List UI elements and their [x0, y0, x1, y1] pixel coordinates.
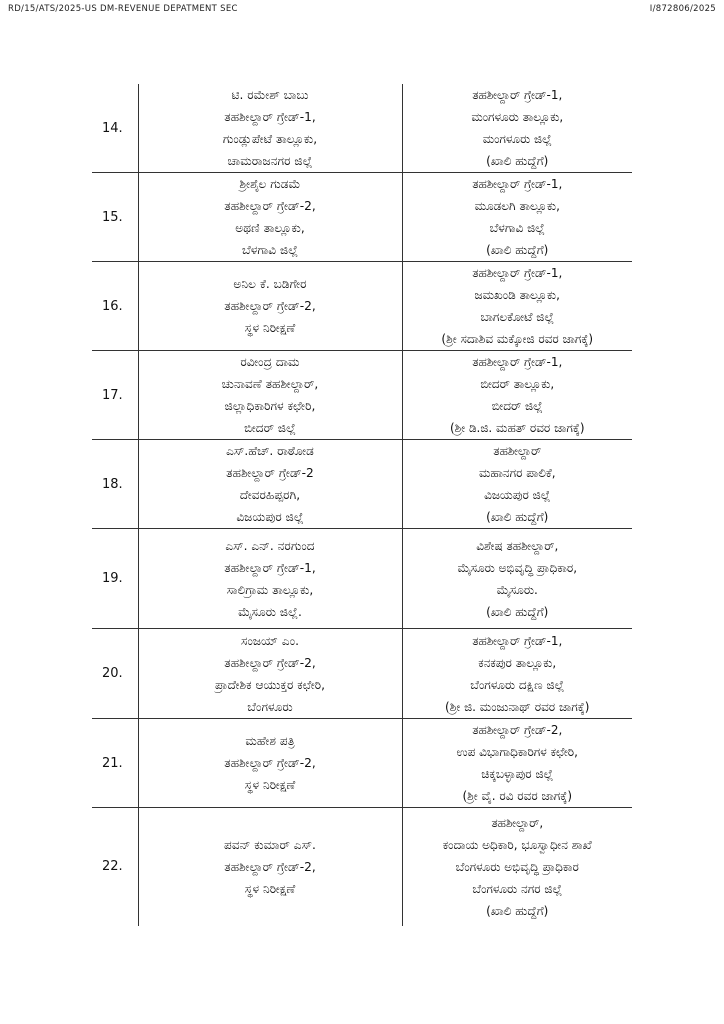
- new-posting-line: ತಹಶೀಲ್ದಾರ್,: [491, 815, 544, 830]
- new-posting-line: (ಶ್ರೀ ಸದಾಶಿವ ಮಕ್ಕೋಜಿ ರವರ ಜಾಗಕ್ಕೆ): [441, 332, 594, 346]
- table-row: [92, 440, 632, 529]
- current-posting-line: ಅನಿಲ ಕೆ. ಬಡಿಗೇರ: [233, 277, 307, 291]
- current-posting-cell: [138, 440, 402, 529]
- current-posting-cell: [138, 84, 402, 173]
- table-row: [92, 351, 632, 440]
- table-row: [92, 629, 632, 719]
- current-posting-line: ತಹಶೀಲ್ದಾರ್ ಗ್ರೇಡ್-1,: [224, 110, 316, 124]
- table-row: [92, 84, 632, 173]
- new-posting-line: ಬಾಗಲಕೋಟೆ ಜಿಲ್ಲೆ: [480, 310, 555, 324]
- current-posting-line: ಎಸ್. ಎನ್. ನರಗುಂದ: [225, 538, 315, 553]
- serial-number: 16.: [92, 262, 138, 351]
- serial-number: 17.: [92, 351, 138, 440]
- current-posting-line: ಚುನಾವಣೆ ತಹಶೀಲ್ದಾರ್,: [221, 377, 319, 391]
- new-posting-cell: [402, 351, 632, 440]
- new-posting-line: ತಹಶೀಲ್ದಾರ್ ಗ್ರೇಡ್-1,: [472, 88, 563, 102]
- current-posting-line: ದೇವರಹಿಪ್ಪರಗಿ,: [239, 488, 301, 502]
- current-posting-line: ತಹಶೀಲ್ದಾರ್ ಗ್ರೇಡ್-2,: [224, 299, 316, 313]
- current-posting-line: ಬೀದರ್ ಜಿಲ್ಲೆ: [244, 421, 296, 435]
- new-posting-line: ಉಪ ವಿಭಾಗಾಧಿಕಾರಿಗಳ ಕಛೇರಿ,: [456, 745, 578, 759]
- current-posting-cell: [138, 262, 402, 351]
- serial-number: 20.: [92, 629, 138, 719]
- current-posting-line: ಪವನ್ ಕುಮಾರ್ ಎಸ್.: [224, 837, 316, 852]
- current-posting-line: ತಹಶೀಲ್ದಾರ್ ಗ್ರೇಡ್-2,: [224, 199, 316, 213]
- current-posting-line: ಬೆಂಗಳೂರು: [247, 699, 293, 714]
- current-posting-cell: [138, 351, 402, 440]
- new-posting-line: ಮೈಸೂರು ಅಭಿವೃದ್ಧಿ ಪ್ರಾಧಿಕಾರ,: [457, 560, 578, 575]
- new-posting-line: (ಶ್ರೀ ಜಿ. ಮಂಜುನಾಥ್ ರವರ ಜಾಗಕ್ಕೆ): [445, 699, 590, 714]
- new-posting-line: (ಖಾಲಿ ಹುದ್ದೆಗೆ): [486, 510, 549, 524]
- new-posting-line: ತಹಶೀಲ್ದಾರ್ ಗ್ರೇಡ್-1,: [472, 633, 563, 648]
- reference-number: RD/15/ATS/2025-US DM-REVENUE DEPATMENT SEC: [8, 4, 238, 14]
- current-posting-line: ಎಸ್.ಹೆಚ್. ರಾಠೋಡ: [226, 444, 314, 458]
- current-posting-line: ಮಹೇಶ ಪತ್ರಿ: [245, 734, 295, 748]
- current-posting-line: ಟಿ. ರಮೇಶ್ ಬಾಬು: [231, 88, 309, 102]
- transfer-table: [92, 84, 632, 926]
- new-posting-line: ತಹಶೀಲ್ದಾರ್ ಗ್ರೇಡ್-1,: [472, 355, 563, 369]
- new-posting-line: ತಹಶೀಲ್ದಾರ್: [493, 444, 542, 458]
- new-posting-line: ಬೀದರ್ ಜಿಲ್ಲೆ: [491, 399, 543, 413]
- new-posting-line: ತಹಶೀಲ್ದಾರ್ ಗ್ರೇಡ್-1,: [472, 266, 563, 280]
- new-posting-cell: [402, 719, 632, 808]
- new-posting-line: ವಿಶೇಷ ತಹಶೀಲ್ದಾರ್,: [476, 538, 559, 553]
- current-posting-line: ಸ್ಥಳ ನಿರೀಕ್ಷಣೆ: [244, 881, 296, 896]
- new-posting-line: ಮಹಾನಗರ ಪಾಲಿಕೆ,: [478, 466, 556, 480]
- current-posting-line: ರವೀಂದ್ರ ದಾಮ: [240, 355, 300, 369]
- serial-number: 14.: [92, 84, 138, 173]
- current-posting-line: ತಹಶೀಲ್ದಾರ್ ಗ್ರೇಡ್-2,: [224, 859, 316, 874]
- new-posting-line: ವಿಜಯಪುರ ಜಿಲ್ಲೆ: [484, 488, 551, 502]
- current-posting-line: ತಹಶೀಲ್ದಾರ್ ಗ್ರೇಡ್-1,: [224, 560, 316, 575]
- new-posting-line: ಬೆಂಗಳೂರು ಅಭಿವೃದ್ಧಿ ಪ್ರಾಧಿಕಾರ: [455, 859, 579, 874]
- new-posting-line: ಮಂಗಳೂರು ತಾಲ್ಲೂಕು,: [471, 110, 564, 124]
- new-posting-cell: [402, 529, 632, 629]
- current-posting-line: ತಹಶೀಲ್ದಾರ್ ಗ್ರೇಡ್-2,: [224, 756, 316, 770]
- current-posting-line: ಮೈಸೂರು ಜಿಲ್ಲೆ.: [238, 604, 302, 619]
- new-posting-cell: [402, 629, 632, 719]
- new-posting-line: (ಖಾಲಿ ಹುದ್ದೆಗೆ): [486, 243, 549, 257]
- serial-number: 15.: [92, 173, 138, 262]
- table-row: [92, 808, 632, 926]
- current-posting-cell: [138, 173, 402, 262]
- current-posting-line: ಸ್ಥಳ ನಿರೀಕ್ಷಣೆ: [244, 321, 296, 335]
- new-posting-line: (ಖಾಲಿ ಹುದ್ದೆಗೆ): [486, 903, 549, 918]
- table-row: [92, 529, 632, 629]
- new-posting-line: ಬೆಂಗಳೂರು ದಕ್ಷಿಣ ಜಿಲ್ಲೆ: [470, 677, 565, 692]
- new-posting-line: ತಹಶೀಲ್ದಾರ್ ಗ್ರೇಡ್-2,: [472, 723, 563, 737]
- current-posting-line: ಪ್ರಾದೇಶಿಕ ಆಯುಕ್ತರ ಕಛೇರಿ,: [214, 677, 326, 692]
- current-posting-line: ಸ್ಥಳ ನಿರೀಕ್ಷಣೆ: [244, 778, 296, 792]
- current-posting-line: ಬೆಳಗಾವಿ ಜಿಲ್ಲೆ: [241, 243, 299, 257]
- current-posting-line: ಚಾಮರಾಜನಗರ ಜಿಲ್ಲೆ: [227, 154, 313, 168]
- new-posting-line: ಜಮಖಂಡಿ ತಾಲ್ಲೂಕು,: [474, 288, 560, 302]
- new-posting-line: ಮೂಡಲಗಿ ತಾಲ್ಲೂಕು,: [474, 199, 560, 213]
- new-posting-line: ಬೆಳಗಾವಿ ಜಿಲ್ಲೆ: [489, 221, 545, 235]
- new-posting-line: ಮೈಸೂರು.: [496, 582, 538, 597]
- current-posting-line: ಜಿಲ್ಲಾಧಿಕಾರಿಗಳ ಕಛೇರಿ,: [224, 399, 316, 413]
- current-posting-line: ಸಾಲಿಗ್ರಾಮ ತಾಲ್ಲೂಕು,: [226, 582, 314, 597]
- serial-number: 22.: [92, 808, 138, 926]
- new-posting-line: ಕಂದಾಯ ಅಧಿಕಾರಿ, ಭೂಸ್ವಾಧೀನ ಶಾಖೆ: [442, 837, 592, 852]
- current-posting-cell: [138, 719, 402, 808]
- transfer-table-body: [92, 84, 632, 926]
- current-posting-line: ತಹಶೀಲ್ದಾರ್ ಗ್ರೇಡ್-2: [226, 466, 314, 480]
- serial-number: 21.: [92, 719, 138, 808]
- current-posting-cell: [138, 808, 402, 926]
- new-posting-cell: [402, 84, 632, 173]
- serial-number: 18.: [92, 440, 138, 529]
- new-posting-line: ಮಂಗಳೂರು ಜಿಲ್ಲೆ: [482, 132, 552, 146]
- new-posting-line: ಬೀದರ್ ತಾಲ್ಲೂಕು,: [480, 377, 555, 391]
- new-posting-line: ತಹಶೀಲ್ದಾರ್ ಗ್ರೇಡ್-1,: [472, 177, 563, 191]
- new-posting-line: ಕನಕಪುರ ತಾಲ್ಲೂಕು,: [478, 655, 557, 670]
- new-posting-line: (ಖಾಲಿ ಹುದ್ದೆಗೆ): [486, 154, 549, 168]
- current-posting-line: ಶ್ರೀಶೈಲ ಗುಡಮೆ: [239, 177, 301, 191]
- new-posting-cell: [402, 808, 632, 926]
- new-posting-line: (ಖಾಲಿ ಹುದ್ದೆಗೆ): [486, 604, 549, 619]
- new-posting-cell: [402, 262, 632, 351]
- new-posting-line: ಬೆಂಗಳೂರು ನಗರ ಜಿಲ್ಲೆ: [472, 881, 563, 896]
- current-posting-cell: [138, 629, 402, 719]
- document-number: I/872806/2025: [649, 4, 716, 14]
- new-posting-line: (ಶ್ರೀ ಡಿ.ಜಿ. ಮಹತ್ ರವರ ಜಾಗಕ್ಕೆ): [449, 421, 585, 435]
- serial-number: 19.: [92, 529, 138, 629]
- new-posting-line: (ಶ್ರೀ ವೈ. ರವಿ ರವರ ಜಾಗಕ್ಕೆ): [462, 789, 572, 803]
- current-posting-line: ವಿಜಯಪುರ ಜಿಲ್ಲೆ: [236, 510, 304, 524]
- page-header: [8, 4, 716, 18]
- table-row: [92, 719, 632, 808]
- current-posting-line: ತಹಶೀಲ್ದಾರ್ ಗ್ರೇಡ್-2,: [224, 655, 316, 670]
- current-posting-line: ಗುಂಡ್ಲುಪೇಟೆ ತಾಲ್ಲೂಕು,: [222, 132, 318, 146]
- new-posting-cell: [402, 173, 632, 262]
- table-row: [92, 173, 632, 262]
- new-posting-cell: [402, 440, 632, 529]
- current-posting-line: ಅಥಣಿ ತಾಲ್ಲೂಕು,: [235, 221, 305, 235]
- new-posting-line: ಚಿಕ್ಕಬಳ್ಳಾಪುರ ಜಿಲ್ಲೆ: [481, 767, 554, 781]
- table-row: [92, 262, 632, 351]
- current-posting-cell: [138, 529, 402, 629]
- current-posting-line: ಸಂಜಯ್ ಎಂ.: [240, 633, 300, 648]
